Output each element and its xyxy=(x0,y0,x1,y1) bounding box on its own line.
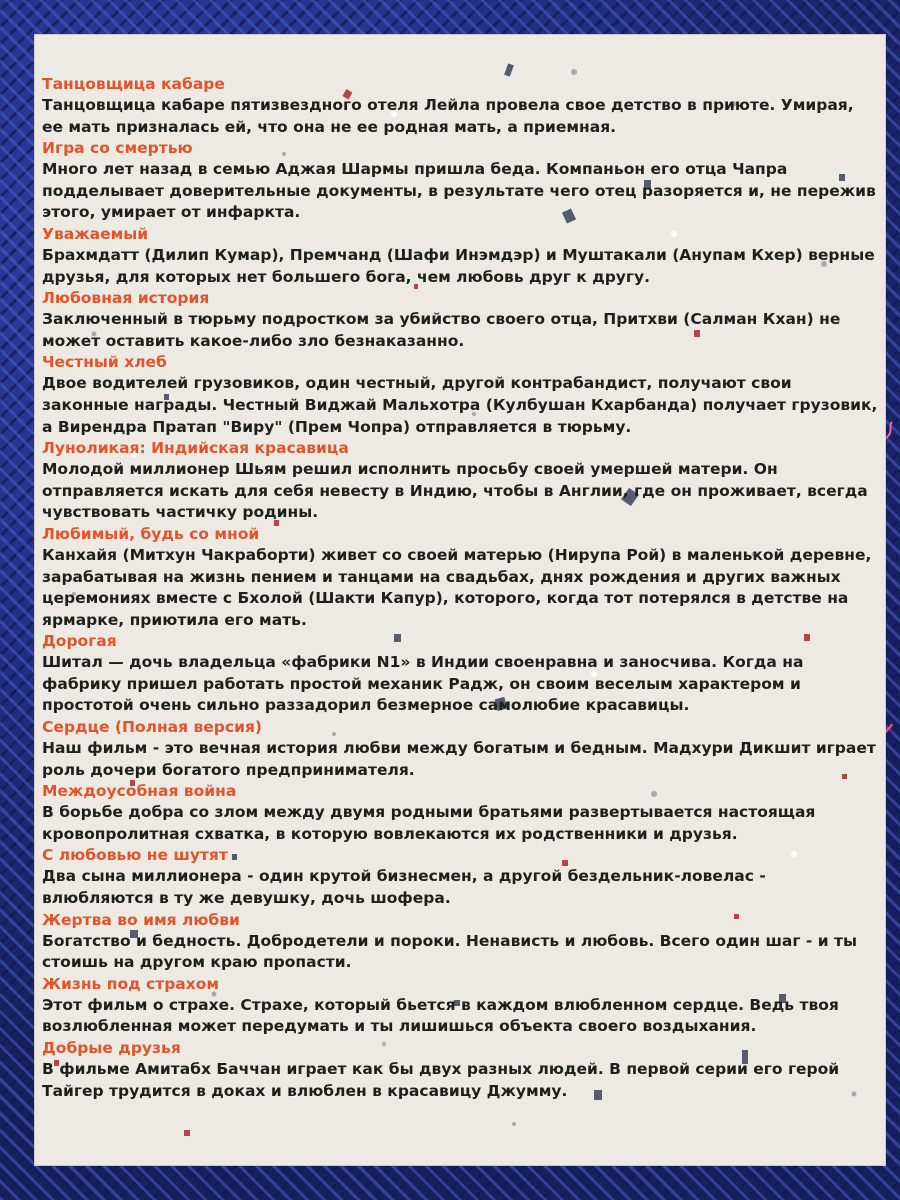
film-entry xyxy=(42,781,878,845)
film-entry xyxy=(42,224,878,288)
film-entry xyxy=(42,845,878,909)
film-entry xyxy=(42,74,878,138)
film-title: Честный хлеб xyxy=(42,353,167,372)
film-description: Танцовщица кабаре пятизвездного отеля Лейла провела свое детство в приюте. Умирая, ее мать призналась ей, что она не ее родная мать, а приемная. xyxy=(42,96,854,136)
film-title: Танцовщица кабаре xyxy=(42,75,225,93)
film-entry xyxy=(42,631,878,717)
film-entry xyxy=(42,438,878,524)
film-title: Жизнь под страхом xyxy=(42,974,220,993)
film-title: Любимый, будь со мной xyxy=(42,524,260,543)
film-description: Брахмдатт (Дилип Кумар), Премчанд (Шафи Инэмдэр) и Муштакали (Анупам Кхер) верные друзья, для которых нет большего бога, чем любовь друг к другу. xyxy=(42,245,875,286)
film-title: Игра со смертью xyxy=(42,139,193,158)
film-title: С любовью не шутят xyxy=(42,846,228,865)
film-title: Луноликая: Индийская красавица xyxy=(42,439,349,458)
film-entry xyxy=(42,1038,878,1102)
speckled-paper-card xyxy=(34,34,886,1166)
film-title: Уважаемый xyxy=(42,224,149,243)
film-description: Канхайя (Митхун Чакраборти) живет со своей матерью (Нирупа Рой) в маленькой деревне, зарабатывая на жизнь пением и танцами на свадьбах, днях рождения и других важных церемониях вместе с Бхолой (Шакти Капур), которого, когда тот потерялся в детстве на ярмарке, приютила его мать. xyxy=(42,545,872,629)
film-title: Дорогая xyxy=(42,632,117,651)
film-title: Жертва во имя любви xyxy=(42,910,240,929)
film-entry xyxy=(42,288,878,352)
film-description: Этот фильм о страхе. Страхе, который бьется в каждом влюбленном сердце. Ведь твоя возлюбленная может передумать и ты лишишься объекта своего воздыхания. xyxy=(42,995,839,1036)
film-entry xyxy=(42,717,878,781)
film-title: Любовная история xyxy=(42,289,210,308)
film-description: Много лет назад в семью Аджая Шармы пришла беда. Компаньон его отца Чапра подделывает доверительные документы, в результате чего отец разоряется и, не пережив этого, умирает от инфаркта. xyxy=(42,160,876,222)
film-list xyxy=(42,74,878,1102)
film-description: Наш фильм - это вечная история любви между богатым и бедным. Мадхури Дикшит играет роль дочери богатого предпринимателя. xyxy=(42,739,876,779)
film-description: В фильме Амитабх Баччан играет как бы двух разных людей. В первой серии его герой Тайгер трудится в доках и влюблен в красавицу Джумму. xyxy=(42,1060,840,1100)
film-description: Богатство и бедность. Добродетели и пороки. Ненависть и любовь. Всего один шаг - и ты стоишь на другом краю пропасти. xyxy=(42,931,857,972)
film-entry xyxy=(42,352,878,438)
film-description: В борьбе добра со злом между двумя родными братьями развертывается настоящая кровопролитная схватка, в которую вовлекаются их родственники и друзья. xyxy=(42,803,816,843)
film-entry xyxy=(42,524,878,631)
film-entry xyxy=(42,138,878,224)
film-title: Добрые друзья xyxy=(42,1039,181,1057)
film-description: Заключенный в тюрьму подростком за убийство своего отца, Притхви (Салман Кхан) не может оставить какое-либо зло безнаказанно. xyxy=(42,310,841,350)
film-description: Шитал — дочь владельца «фабрики N1» в Индии своенравна и заносчива. Когда на фабрику пришел работать простой механик Радж, он своим веселым характером и простотой очень сильно раззадорил безмерное самолюбие красавицы. xyxy=(42,653,804,715)
film-description: Два сына миллионера - один крутой бизнесмен, а другой бездельник-ловелас - влюбляются в ту же девушку, дочь шофера. xyxy=(42,867,766,908)
film-description: Двое водителей грузовиков, один честный, другой контрабандист, получают свои законные награды. Честный Виджай Мальхотра (Кулбушан Кхарбанда) получает грузовик, а Вирендра Пратап "Виру" (Прем Чопра) отправляется в тюрьму. xyxy=(42,374,878,436)
film-entry xyxy=(42,974,878,1038)
film-title: Сердце (Полная версия) xyxy=(42,718,262,737)
film-description: Молодой миллионер Шьям решил исполнить просьбу своей умершей матери. Он отправляется искать для себя невесту в Индию, чтобы в Англии, где он проживает, всегда чувствовать частичку родины. xyxy=(42,460,868,522)
film-title: Междоусобная война xyxy=(42,782,237,801)
film-entry xyxy=(42,910,878,974)
